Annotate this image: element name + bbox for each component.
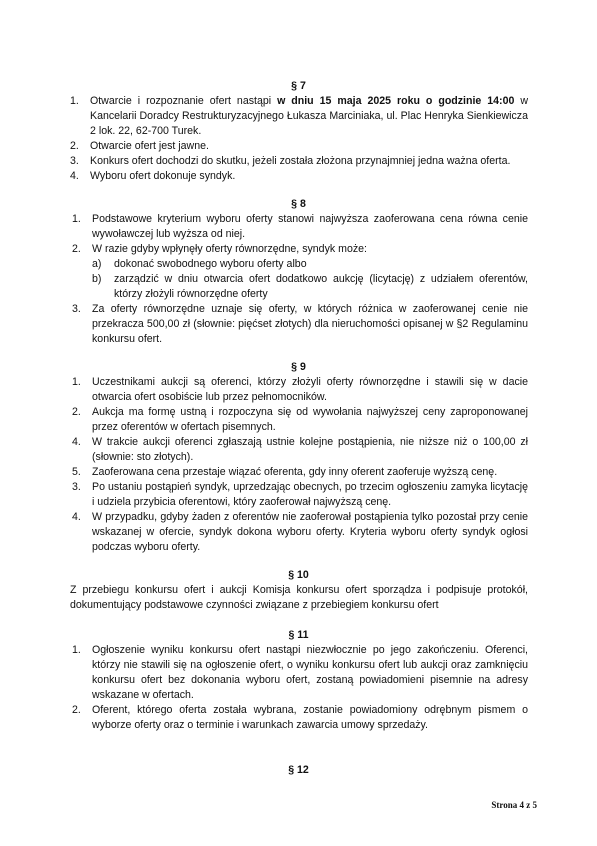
- list-item: 1. Otwarcie i rozpoznanie ofert nastąpi w dniu 15 maja 2025 roku o godzinie 14:00 w Kancelarii Doradcy Restrukturyzacyjnego Łukasza Marciniaka, ul. Plac Henryka Sienkiewicza 2 lok. 22, 62-700 Turek.: [70, 95, 528, 137]
- section-11-list: [72, 643, 528, 733]
- list-item: 2. Oferent, którego oferta została wybrana, zostanie powiadomiony odrębnym pismem o wyborze oferty oraz o terminie i warunkach zawarcia umowy sprzedaży.: [72, 704, 528, 731]
- section-10-heading: § 10: [288, 569, 309, 581]
- list-item: 4. Wyboru ofert dokonuje syndyk.: [70, 170, 236, 182]
- sub-list-item: a) dokonać swobodnego wyboru oferty albo: [92, 258, 307, 270]
- list-item: 3. Za oferty równorzędne uznaje się oferty, w których różnica w zaoferowanej cenie nie przekracza 500,00 zł (słownie: pięćset złotych) dla nieruchomości opisanej w §2 Regulaminu konkursu ofert.: [72, 303, 528, 345]
- section-9-heading: § 9: [291, 361, 306, 373]
- list-item: 4. W trakcie aukcji oferenci zgłaszają ustnie kolejne postąpienia, nie niższe niż o 100,00 zł (słownie: sto złotych).: [72, 436, 528, 463]
- section-8-heading: § 8: [291, 198, 306, 210]
- sub-list: [92, 257, 528, 302]
- list-item: 3. Po ustaniu postąpień syndyk, uprzedzając obecnych, po trzecim ogłoszeniu zamyka licytację i udziela przybicia oferentowi, który zaoferował najwyższą cenę.: [72, 481, 528, 508]
- section-8-list: [72, 212, 528, 347]
- section-9-list: [72, 375, 528, 555]
- list-item: 4. W przypadku, gdyby żaden z oferentów nie zaoferował postąpienia tylko pozostał przy cenie wskazanej w ofercie, syndyk dokona wyboru oferty. Kryteria wyboru oferty syndyk ogłosi podczas wyboru oferty.: [72, 511, 528, 553]
- page-number: Strona 4 z 5: [491, 800, 537, 810]
- list-item: 3. Konkurs ofert dochodzi do skutku, jeżeli została złożona przynajmniej jedna ważna oferta.: [70, 155, 511, 167]
- section-11-heading: § 11: [288, 629, 309, 641]
- list-item: 2. W razie gdyby wpłynęły oferty równorzędne, syndyk może: a) dokonać swobodnego wyboru oferty albo b) zarządzić w dniu otwarcia ofert dodatkowo aukcję (licytację) z udziałem oferentów, którzy złożyli równorzędne oferty: [72, 243, 528, 300]
- section-12-heading: § 12: [288, 764, 309, 776]
- section-10-paragraph: Z przebiegu konkursu ofert i aukcji Komisja konkursu ofert sporządza i podpisuje protokół, dokumentujący podstawowe czynności związane z przebiegiem konkursu ofert: [70, 584, 528, 611]
- list-item: 2. Aukcja ma formę ustną i rozpoczyna się od wywołania najwyższej ceny zaproponowanej przez oferentów w ofertach pisemnych.: [72, 406, 528, 433]
- section-7-heading: § 7: [291, 80, 306, 92]
- list-item: 1. Ogłoszenie wyniku konkursu ofert nastąpi niezwłocznie po jego zakończeniu. Oferenci, którzy nie stawili się na ogłoszenie ofert, o wyniku konkursu ofert lub aukcji oraz zamknięciu konkursu ofert bez dokonania wyboru ofert, zostaną powiadomieni pisemnie na adresy wskazane w ofertach.: [72, 644, 528, 701]
- section-7-list: [70, 94, 528, 184]
- list-item: 1. Podstawowe kryterium wyboru oferty stanowi najwyższa zaoferowana cena równa cenie wywoławczej lub wyższa od niej.: [72, 213, 528, 240]
- list-item: 1. Uczestnikami aukcji są oferenci, którzy złożyli oferty równorzędne i stawili się w dacie otwarcia ofert osobiście lub przez pełnomocników.: [72, 376, 528, 403]
- list-item: 2. Otwarcie ofert jest jawne.: [70, 140, 209, 152]
- list-item: 5. Zaoferowana cena przestaje wiązać oferenta, gdy inny oferent zaoferuje wyższą cenę.: [72, 466, 498, 478]
- sub-list-item: b) zarządzić w dniu otwarcia ofert dodatkowo aukcję (licytację) z udziałem oferentów, którzy złożyli równorzędne oferty: [92, 273, 528, 300]
